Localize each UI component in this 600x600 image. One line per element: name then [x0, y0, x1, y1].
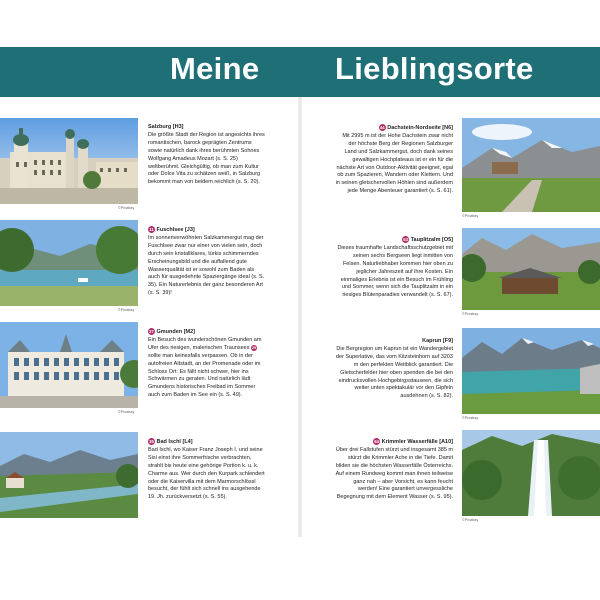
entry-name: Bad Ischl	[156, 439, 181, 445]
entry-text: Die größte Stadt der Region ist angesichts ihres romantischen, barock geprägten Zentrums sowie natürlich dank ihres berühmten Sohnes Wolfgang Amadeus Mozart (s. S. 25) weltberühmt. Gleichgültig, ob man zum Kultur oder Dolce Vita zu schätzen weiß, in Salzburg bekommt man von beidem reichlich (s. S. 20).	[148, 131, 265, 186]
photo-credit: ©Pixabay	[118, 410, 135, 414]
map-ref: [N6]	[442, 125, 453, 131]
photo-credit: ©Pixabay	[462, 518, 479, 522]
entry-tauplitzalm	[335, 236, 453, 300]
entry-name: Dachstein-Nordseite	[387, 125, 441, 131]
sight-number-badge: 11	[149, 227, 154, 232]
entry-name: Fuschlsee	[156, 227, 184, 233]
river-valley-photo	[0, 432, 138, 518]
photo-credit: ©Pixabay	[462, 214, 479, 218]
entry-text: Dieses traumhafte Landschaftsschutzgebiet mit seinen sechs Bergseen liegt inmitten von Felsen. Naturliebhaber kommen hier oben zu jeglicher Jahreszeit auf ihre Kosten. Ein einmaliges Erlebnis ist ein Besuch im Frühling und Sommer, wenn sich die Tauplitzalm in ein riesiges Blütenparadies verwandelt (s. S. 67).	[337, 244, 453, 299]
title-banner	[0, 47, 600, 97]
sight-number-marker: 29	[252, 345, 257, 350]
page-gutter	[298, 97, 302, 537]
map-ref: [A10]	[439, 439, 453, 445]
entry-bad-ischl	[148, 438, 266, 502]
map-ref: [L4]	[182, 439, 193, 445]
entry-text: Im sonnenverwöhnten Salzkammergut mag der Fuschlsee zwar nur einer von vielen sein, doch durch sein kristallklares, türkis schimmerndes Erscheinungsbild und die auffallend gute Wasserqualität ist er sowohl zum Baden als auch für ausgedehnte Spaziergänge ideal (s. S. 35). Ein Naturerlebnis der ganz besonderen Art (s. S. 39)!	[148, 234, 265, 297]
title-word-lieblingsorte: Lieblingsorte	[335, 51, 534, 86]
entry-name: Krimmler Wasserfälle	[381, 439, 438, 445]
entry-fuschlsee	[148, 226, 266, 298]
lake-photo	[0, 220, 138, 306]
entry-salzburg	[148, 124, 266, 187]
title-word-meine: Meine	[170, 51, 260, 86]
entry-name: Tauplitzalm	[410, 237, 441, 243]
map-ref: [J3]	[184, 227, 195, 233]
entry-name: Salzburg	[148, 124, 172, 130]
map-ref: [O5]	[442, 237, 453, 243]
entry-text: Bad Ischl, wo Kaiser Franz Joseph I. und seine Sisi einst ihre Sommerfrische verbrachten, strahlt bis heute eine gehörige Portion k. u. k. Charme aus. Wer durch den Kurpark schlendert oder die Kaiservilla mit dem Marmorschlössl besucht, der fühlt sich schnell ins ausgehende 19. Jh. zurückversetzt (s. S. 55).	[148, 446, 265, 501]
alpine-hut-photo	[462, 228, 600, 310]
photo-credit: ©Pixabay	[118, 308, 135, 312]
entry-text-continued: sollte man keinesfalls verpassen. Ob in der autofreien Altstadt, an der Promenade oder im Schloss Ort: Es fällt nicht schwer, hier ins Schwärmen zu geraten. Und natürlich lädt Gmundens historisches Freibad im Sommer auch zum Baden im See ein (s. S. 49).	[148, 352, 261, 399]
entry-kaprun	[335, 338, 453, 401]
entry-text: Mit 2995 m ist der Hohe Dachstein zwar nicht der höchste Berg der Regionen Salzburger Land und Salzkammergut, doch dank seines gewaltigen Hochplateaus ist er ein für die nächste Art von Outdoor-Aktivität geeignet, egal ob zum Spazieren, Wandern oder Klettern. Und in seinen gletschervollen Höhlen sind außerdem jede Menge Abenteuer garantiert (s. S. 61).	[335, 132, 453, 195]
map-ref: [M2]	[183, 329, 196, 335]
mountain-plateau-photo	[462, 118, 600, 212]
entry-gmunden	[148, 328, 266, 400]
sight-number-badge: 35	[149, 439, 154, 444]
photo-credit: ©Pixabay	[118, 206, 135, 210]
reservoir-photo	[462, 328, 600, 414]
entry-text: Ein Besuch des wunderschönen Gmunden am Ufer des riesigen, malerischen Traunsees	[148, 336, 262, 351]
entry-name: Kaprun	[422, 338, 442, 344]
entry-text: Über drei Fallstufen stürzt und insgesamt 385 m stürzt die Krimmler Ache in die Tiefe. Damit bilden sie die höchsten Wasserfälle Österreichs. Auf einem Rundweg kommt man ihnen teilweise ganz nah – aber Vorsicht, es kann feucht werden! Eine garantiert unvergessliche Begegnung mit dem Element Wasser (s. S. 95).	[335, 446, 453, 501]
photo-credit: ©Pixabay	[462, 312, 479, 316]
map-ref: [H3]	[172, 124, 184, 130]
map-ref: [F9]	[442, 338, 453, 344]
sight-number-badge: 44	[379, 125, 385, 130]
entry-krimml	[335, 438, 453, 502]
sight-number-badge: 64	[374, 439, 379, 444]
entry-name: Gmunden	[156, 329, 183, 335]
city-palace-photo	[0, 118, 138, 204]
waterfall-photo	[462, 430, 600, 516]
entry-dachstein	[335, 124, 453, 196]
photo-credit: ©Pixabay	[462, 416, 479, 420]
entry-text: Die Bergregion um Kaprun ist ein Wandergebiet der Superlative, das vom Kitzsteinhorn auf 3203 m den perfekten Weitblick garantiert. Die Gletscherfelder hier oben spenden die bei den eindrucksvollen Hochgebirgsstauseen, die sich weiter unten spektakulär vor den Gipfeln ausdehnen (s. S. 82).	[335, 345, 453, 400]
sight-number-badge: 53	[403, 237, 408, 242]
town-hall-photo	[0, 322, 138, 408]
sight-number-badge: 27	[149, 329, 154, 334]
